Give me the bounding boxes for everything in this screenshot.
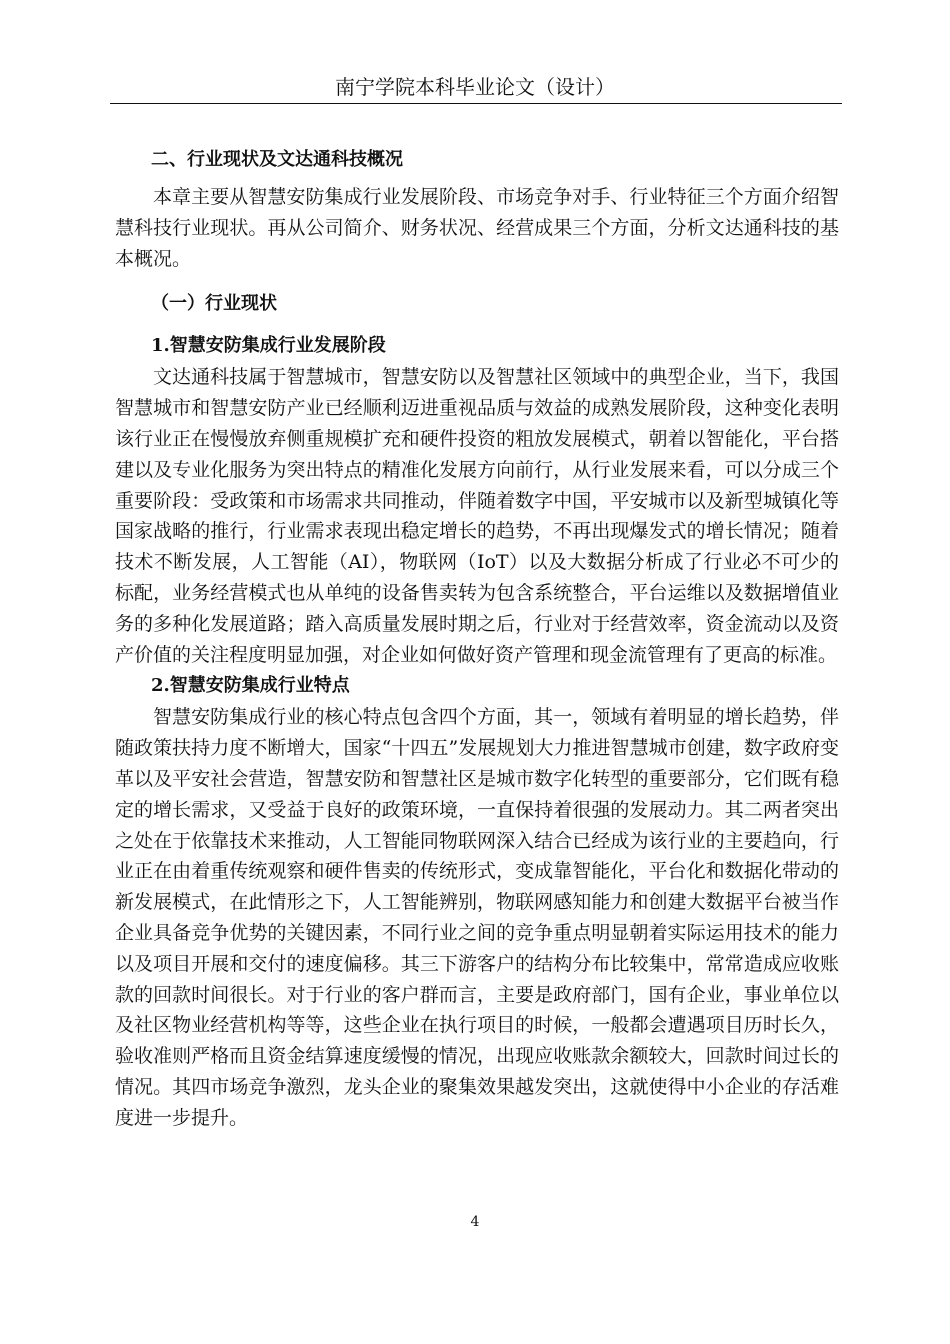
header-rule — [110, 103, 842, 104]
running-header: 南宁学院本科毕业论文（设计） — [335, 75, 615, 99]
subsection-heading-industry-features: 2.智慧安防集成行业特点 — [151, 675, 350, 697]
subsection-heading-development-stage: 1.智慧安防集成行业发展阶段 — [151, 335, 386, 357]
chapter-intro-paragraph: 本章主要从智慧安防集成行业发展阶段、市场竞争对手、行业特征三个方面介绍智慧科技行业现状。再从公司简介、财务状况、经营成果三个方面，分析文达通科技的基本概况。 — [115, 186, 839, 270]
subsection-paragraph-development-stage: 文达通科技属于智慧城市，智慧安防以及智慧社区领域中的典型企业，当下，我国智慧城市和智慧安防产业已经顺利迈进重视品质与效益的成熟发展阶段，这种变化表明该行业正在慢慢放弃侧重规模扩充和硬件投资的粗放发展模式，朝着以智能化，平台搭建以及专业化服务为突出特点的精准化发展方向前行，从行业发展来看，可以分成三个重要阶段：受政策和市场需求共同推动，伴随着数字中国，平安城市以及新型城镇化等国家战略的推行，行业需求表现出稳定增长的趋势，不再出现爆发式的增长情况；随着技术不断发展，人工智能（AI），物联网（IoT）以及大数据分析成了行业必不可少的标配，业务经营模式也从单纯的设备售卖转为包含系统整合，平台运维以及数据增值业务的多种化发展道路；踏入高质量发展时期之后，行业对于经营效率，资金流动以及资产价值的关注程度明显加强，对企业如何做好资产管理和现金流管理有了更高的标准。 — [115, 366, 839, 666]
page-body — [115, 140, 839, 1134]
chapter-heading: 二、行业现状及文达通科技概况 — [151, 149, 403, 170]
page-number: 4 — [470, 1214, 480, 1230]
subsection-paragraph-industry-features: 智慧安防集成行业的核心特点包含四个方面，其一，领域有着明显的增长趋势，伴随政策扶持力度不断增大，国家“十四五”发展规划大力推进智慧城市创建，数字政府变革以及平安社会营造，智慧安防和智慧社区是城市数字化转型的重要部分，它们既有稳定的增长需求，又受益于良好的政策环境，一直保持着很强的发展动力。其二两者突出之处在于依靠技术来推动，人工智能同物联网深入结合已经成为该行业的主要趋向，行业正在由着重传统观察和硬件售卖的传统形式，变成靠智能化，平台化和数据化带动的新发展模式，在此情形之下，人工智能辨别，物联网感知能力和创建大数据平台被当作企业具备竞争优势的关键因素，不同行业之间的竞争重点明显朝着实际运用技术的能力以及项目开展和交付的速度偏移。其三下游客户的结构分布比较集中，常常造成应收账款的回款时间很长。对于行业的客户群而言，主要是政府部门，国有企业，事业单位以及社区物业经营机构等等，这些企业在执行项目的时候，一般都会遭遇项目历时长久，验收准则严格而且资金结算速度缓慢的情况，出现应收账款余额较大，回款时间过长的情况。其四市场竞争激烈，龙头企业的聚集效果越发突出，这就使得中小企业的存活难度进一步提升。 — [115, 706, 839, 1129]
section-heading: （一）行业现状 — [151, 293, 277, 315]
